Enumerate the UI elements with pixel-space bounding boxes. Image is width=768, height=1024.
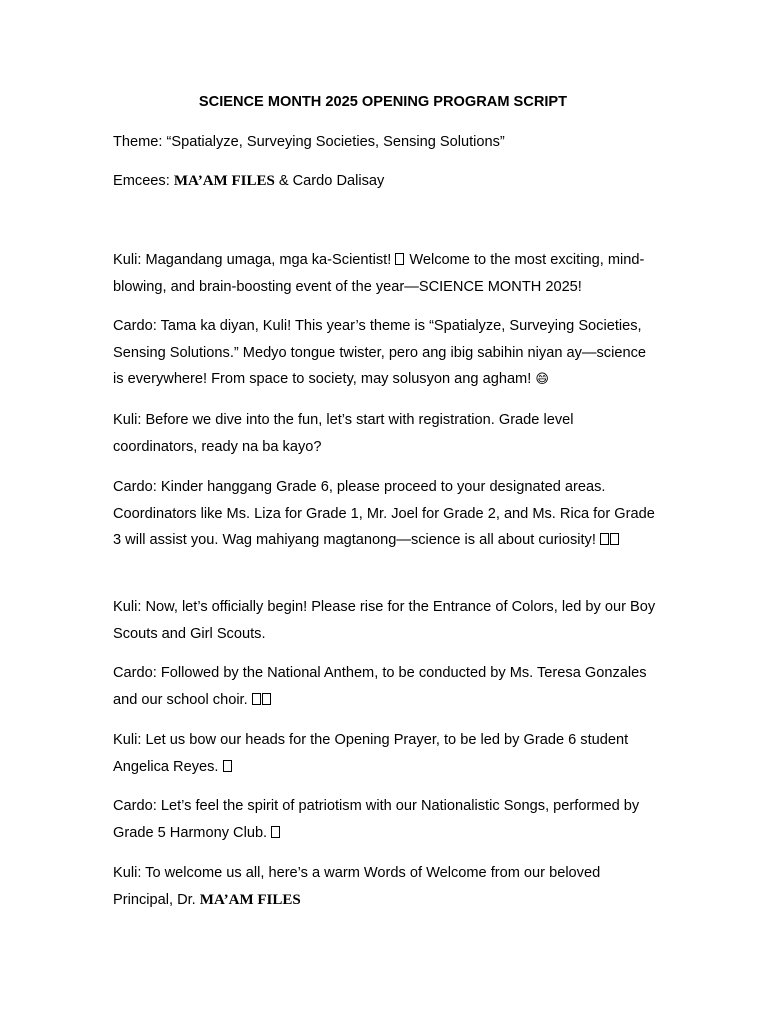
paragraph-2-text: Cardo: Tama ka diyan, Kuli! This year’s theme is “Spatialyze, Surveying Societies, Sensing Solutions.” Medyo tongue twister, pero ang ibig sabihin niyan ay—science is everywhere! From space to society, may solusyon ang agham!	[113, 318, 646, 388]
script-paragraph-3: Kuli: Before we dive into the fun, let’s start with registration. Grade level coordinators, ready na ba kayo?	[113, 412, 574, 455]
paragraph-4-text: Cardo: Kinder hanggang Grade 6, please proceed to your designated areas. Coordinators like Ms. Liza for Grade 1, Mr. Joel for Grade 2, and Ms. Rica for Grade 3 will assist you. Wag mahiyang magtanong—science is all about curiosity!	[113, 479, 655, 549]
principal-name: MA’AM FILES	[199, 891, 301, 908]
script-paragraph-2	[113, 313, 658, 394]
missing-glyph-icon	[600, 533, 609, 545]
missing-glyph-icon	[610, 533, 619, 545]
missing-glyph-icon	[223, 760, 232, 772]
script-paragraph-4	[113, 474, 658, 554]
script-paragraph-5: Kuli: Now, let’s officially begin! Please rise for the Entrance of Colors, led by our Boy Scouts and Girl Scouts.	[113, 599, 656, 642]
script-paragraph-7	[113, 727, 658, 780]
paragraph-7-text: Kuli: Let us bow our heads for the Opening Prayer, to be led by Grade 6 student Angelica Reyes.	[113, 732, 629, 775]
script-paragraph-1	[113, 247, 658, 300]
emcee-name-1: MA’AM FILES	[173, 173, 275, 189]
script-paragraph-9	[113, 860, 658, 913]
missing-glyph-icon	[271, 826, 280, 838]
script-paragraph-8	[113, 793, 658, 846]
paragraph-1-text-b: Welcome to the most exciting, mind-blowing, and brain-boosting event of the year—SCIENCE MONTH 2025!	[113, 252, 645, 295]
missing-glyph-icon	[262, 693, 271, 705]
paragraph-9-text: Kuli: To welcome us all, here’s a warm Words of Welcome from our beloved Principal, Dr.	[113, 865, 601, 908]
document-title: SCIENCE MONTH 2025 OPENING PROGRAM SCRIPT	[198, 94, 568, 110]
script-paragraph-6	[113, 660, 658, 713]
missing-glyph-icon	[395, 253, 404, 265]
emcees-prefix: Emcees:	[113, 173, 174, 189]
paragraph-6-text: Cardo: Followed by the National Anthem, to be conducted by Ms. Teresa Gonzales and our school choir.	[113, 665, 647, 708]
emcees-suffix: & Cardo Dalisay	[274, 173, 385, 189]
paragraph-1-text-a: Kuli: Magandang umaga, mga ka-Scientist!	[113, 252, 396, 268]
smile-emoji-icon: 😄	[535, 372, 549, 388]
missing-glyph-icon	[252, 693, 261, 705]
missing-glyph-pair	[600, 527, 620, 554]
paragraph-8-text: Cardo: Let’s feel the spirit of patriotism with our Nationalistic Songs, performed by Grade 5 Harmony Club.	[113, 798, 640, 841]
theme-line: Theme: “Spatialyze, Surveying Societies, Sensing Solutions”	[113, 134, 505, 150]
emcees-line	[113, 172, 384, 190]
missing-glyph-pair	[252, 687, 272, 714]
